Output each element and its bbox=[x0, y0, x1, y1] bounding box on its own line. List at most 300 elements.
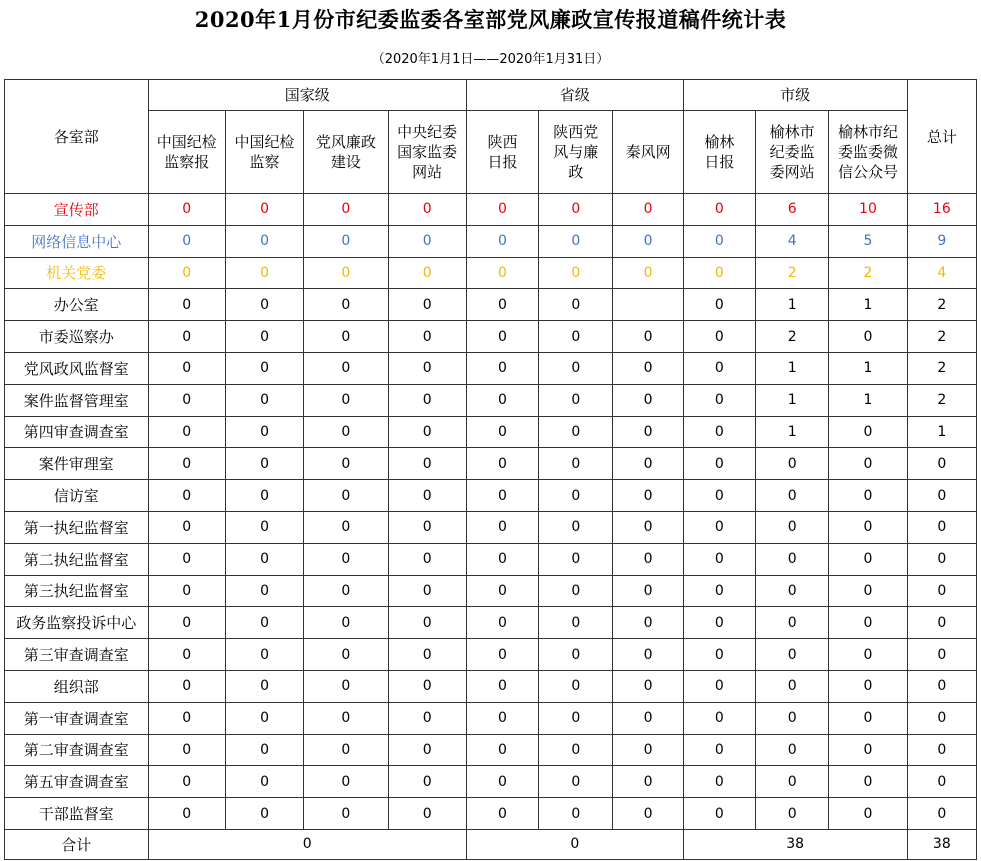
count-cell: 0 bbox=[756, 543, 829, 575]
count-cell: 0 bbox=[148, 543, 225, 575]
row-total-cell: 16 bbox=[907, 194, 976, 226]
count-cell: 0 bbox=[539, 702, 613, 734]
count-cell: 0 bbox=[756, 734, 829, 766]
count-cell: 2 bbox=[756, 257, 829, 289]
column-header-line: 风与廉 bbox=[553, 143, 599, 161]
count-cell: 0 bbox=[829, 639, 907, 671]
column-header-8 bbox=[756, 111, 829, 194]
count-cell: 0 bbox=[148, 734, 225, 766]
count-cell: 0 bbox=[304, 225, 388, 257]
table-row bbox=[5, 321, 977, 353]
count-cell: 0 bbox=[225, 448, 303, 480]
count-cell: 0 bbox=[756, 670, 829, 702]
count-cell: 0 bbox=[225, 575, 303, 607]
table-row bbox=[5, 607, 977, 639]
count-cell: 0 bbox=[613, 639, 683, 671]
column-header-line: 网站 bbox=[412, 163, 443, 181]
count-cell: 0 bbox=[148, 480, 225, 512]
count-cell: 0 bbox=[225, 766, 303, 798]
sum-row bbox=[5, 829, 977, 859]
count-cell: 0 bbox=[148, 766, 225, 798]
count-cell: 0 bbox=[388, 511, 466, 543]
column-header-line: 中国纪检 bbox=[234, 133, 295, 151]
table-row bbox=[5, 352, 977, 384]
count-cell: 0 bbox=[539, 670, 613, 702]
row-total-cell: 2 bbox=[907, 321, 976, 353]
count-cell: 0 bbox=[683, 289, 755, 321]
column-header-line: 日报 bbox=[704, 153, 735, 171]
count-cell: 0 bbox=[148, 384, 225, 416]
count-cell: 0 bbox=[539, 194, 613, 226]
row-total-cell: 0 bbox=[907, 543, 976, 575]
row-total-cell: 0 bbox=[907, 766, 976, 798]
count-cell: 0 bbox=[388, 670, 466, 702]
count-cell: 0 bbox=[148, 225, 225, 257]
group-header-national: 国家级 bbox=[148, 80, 466, 111]
count-cell: 0 bbox=[148, 257, 225, 289]
count-cell: 0 bbox=[466, 257, 538, 289]
table-row bbox=[5, 289, 977, 321]
count-cell: 0 bbox=[829, 480, 907, 512]
table-row bbox=[5, 225, 977, 257]
count-cell: 0 bbox=[613, 511, 683, 543]
count-cell: 0 bbox=[829, 766, 907, 798]
column-header-line: 秦风网 bbox=[625, 143, 671, 161]
count-cell: 0 bbox=[683, 480, 755, 512]
dept-header: 各室部 bbox=[5, 80, 149, 194]
table-row bbox=[5, 702, 977, 734]
dept-name: 干部监督室 bbox=[5, 798, 149, 830]
count-cell: 0 bbox=[756, 511, 829, 543]
group-header-municipal: 市级 bbox=[683, 80, 907, 111]
count-cell: 0 bbox=[613, 257, 683, 289]
row-total-cell: 0 bbox=[907, 575, 976, 607]
dept-name: 办公室 bbox=[5, 289, 149, 321]
count-cell: 0 bbox=[466, 448, 538, 480]
count-cell: 0 bbox=[304, 257, 388, 289]
count-cell: 0 bbox=[466, 543, 538, 575]
column-header-0 bbox=[148, 111, 225, 194]
row-total-cell: 2 bbox=[907, 352, 976, 384]
count-cell: 0 bbox=[466, 352, 538, 384]
count-cell: 0 bbox=[388, 607, 466, 639]
count-cell: 0 bbox=[225, 352, 303, 384]
count-cell: 0 bbox=[466, 384, 538, 416]
count-cell: 0 bbox=[225, 289, 303, 321]
table-row bbox=[5, 194, 977, 226]
sum-provincial: 0 bbox=[466, 829, 683, 859]
count-cell: 0 bbox=[304, 639, 388, 671]
column-header-line: 纪委监 bbox=[769, 143, 815, 161]
count-cell: 0 bbox=[613, 194, 683, 226]
count-cell: 6 bbox=[756, 194, 829, 226]
sum-total: 38 bbox=[907, 829, 976, 859]
count-cell: 0 bbox=[148, 448, 225, 480]
count-cell: 0 bbox=[539, 734, 613, 766]
column-header-line: 政 bbox=[568, 163, 584, 181]
count-cell: 1 bbox=[829, 352, 907, 384]
column-header-line: 榆林 bbox=[704, 133, 735, 151]
count-cell: 0 bbox=[388, 194, 466, 226]
count-cell: 0 bbox=[539, 352, 613, 384]
row-total-cell: 9 bbox=[907, 225, 976, 257]
count-cell: 0 bbox=[225, 321, 303, 353]
count-cell: 0 bbox=[683, 607, 755, 639]
table-row bbox=[5, 384, 977, 416]
count-cell: 0 bbox=[829, 702, 907, 734]
column-header-line: 监察 bbox=[249, 153, 280, 171]
dept-name: 第一执纪监督室 bbox=[5, 511, 149, 543]
column-header-7 bbox=[683, 111, 755, 194]
count-cell: 0 bbox=[388, 766, 466, 798]
count-cell: 2 bbox=[829, 257, 907, 289]
dept-name: 案件审理室 bbox=[5, 448, 149, 480]
row-total-cell: 0 bbox=[907, 639, 976, 671]
count-cell: 0 bbox=[613, 352, 683, 384]
sum-municipal: 38 bbox=[683, 829, 907, 859]
count-cell: 0 bbox=[148, 289, 225, 321]
column-header-line: 陕西党 bbox=[553, 123, 599, 141]
dept-name: 政务监察投诉中心 bbox=[5, 607, 149, 639]
count-cell: 0 bbox=[388, 321, 466, 353]
count-cell: 0 bbox=[225, 798, 303, 830]
count-cell: 1 bbox=[756, 416, 829, 448]
table-row bbox=[5, 480, 977, 512]
count-cell: 0 bbox=[466, 194, 538, 226]
count-cell: 0 bbox=[148, 702, 225, 734]
count-cell: 0 bbox=[148, 194, 225, 226]
column-header-line: 委网站 bbox=[769, 163, 815, 181]
count-cell: 0 bbox=[613, 448, 683, 480]
column-header-line: 信公众号 bbox=[837, 163, 898, 181]
count-cell: 0 bbox=[539, 384, 613, 416]
count-cell: 0 bbox=[304, 480, 388, 512]
count-cell: 0 bbox=[683, 702, 755, 734]
count-cell: 0 bbox=[539, 766, 613, 798]
count-cell: 0 bbox=[225, 225, 303, 257]
count-cell: 0 bbox=[225, 702, 303, 734]
count-cell: 0 bbox=[756, 575, 829, 607]
count-cell: 0 bbox=[388, 289, 466, 321]
count-cell: 0 bbox=[388, 734, 466, 766]
dept-name: 第二执纪监督室 bbox=[5, 543, 149, 575]
count-cell: 0 bbox=[304, 734, 388, 766]
count-cell: 0 bbox=[683, 321, 755, 353]
count-cell: 1 bbox=[756, 352, 829, 384]
sum-national: 0 bbox=[148, 829, 466, 859]
dept-name: 组织部 bbox=[5, 670, 149, 702]
count-cell: 0 bbox=[683, 766, 755, 798]
count-cell: 0 bbox=[829, 321, 907, 353]
count-cell: 0 bbox=[539, 225, 613, 257]
count-cell: 0 bbox=[388, 384, 466, 416]
count-cell: 0 bbox=[388, 798, 466, 830]
row-total-cell: 0 bbox=[907, 734, 976, 766]
dept-name: 案件监督管理室 bbox=[5, 384, 149, 416]
count-cell: 0 bbox=[148, 511, 225, 543]
count-cell: 0 bbox=[539, 511, 613, 543]
count-cell: 0 bbox=[829, 670, 907, 702]
count-cell: 0 bbox=[304, 670, 388, 702]
count-cell: 0 bbox=[756, 448, 829, 480]
column-header-line: 国家监委 bbox=[397, 143, 458, 161]
count-cell: 0 bbox=[225, 670, 303, 702]
count-cell: 0 bbox=[466, 639, 538, 671]
count-cell: 0 bbox=[388, 575, 466, 607]
count-cell: 0 bbox=[829, 734, 907, 766]
count-cell: 0 bbox=[388, 352, 466, 384]
count-cell: 0 bbox=[304, 416, 388, 448]
count-cell: 0 bbox=[388, 225, 466, 257]
count-cell: 0 bbox=[539, 575, 613, 607]
count-cell: 0 bbox=[388, 543, 466, 575]
count-cell: 0 bbox=[225, 511, 303, 543]
count-cell: 0 bbox=[225, 734, 303, 766]
column-header-9 bbox=[829, 111, 907, 194]
count-cell: 0 bbox=[466, 734, 538, 766]
dept-name: 党风政风监督室 bbox=[5, 352, 149, 384]
count-cell: 0 bbox=[466, 225, 538, 257]
count-cell: 0 bbox=[148, 670, 225, 702]
count-cell: 0 bbox=[304, 321, 388, 353]
table-row bbox=[5, 734, 977, 766]
row-total-cell: 4 bbox=[907, 257, 976, 289]
count-cell: 1 bbox=[829, 289, 907, 321]
count-cell: 0 bbox=[466, 416, 538, 448]
column-header-line: 榆林市纪 bbox=[837, 123, 898, 141]
count-cell: 0 bbox=[304, 766, 388, 798]
count-cell: 0 bbox=[829, 543, 907, 575]
count-cell: 0 bbox=[613, 607, 683, 639]
row-total-cell: 0 bbox=[907, 480, 976, 512]
table-row bbox=[5, 798, 977, 830]
row-total-cell: 0 bbox=[907, 670, 976, 702]
column-header-line: 中央纪委 bbox=[397, 123, 458, 141]
count-cell: 0 bbox=[225, 639, 303, 671]
page-title: 2020年1月份市纪委监委各室部党风廉政宣传报道稿件统计表 bbox=[194, 7, 787, 32]
dept-name: 第五审查调查室 bbox=[5, 766, 149, 798]
count-cell: 0 bbox=[388, 639, 466, 671]
count-cell: 0 bbox=[388, 416, 466, 448]
count-cell: 0 bbox=[683, 257, 755, 289]
count-cell: 0 bbox=[613, 575, 683, 607]
count-cell: 0 bbox=[756, 702, 829, 734]
count-cell: 0 bbox=[225, 384, 303, 416]
count-cell: 0 bbox=[613, 734, 683, 766]
column-header-line: 陕西 bbox=[487, 133, 518, 151]
count-cell: 0 bbox=[683, 448, 755, 480]
header-group-row bbox=[5, 80, 977, 111]
count-cell: 0 bbox=[539, 480, 613, 512]
count-cell: 0 bbox=[466, 289, 538, 321]
count-cell bbox=[613, 289, 683, 321]
count-cell: 0 bbox=[613, 225, 683, 257]
count-cell: 0 bbox=[613, 480, 683, 512]
row-total-cell: 1 bbox=[907, 416, 976, 448]
count-cell: 0 bbox=[304, 798, 388, 830]
count-cell: 0 bbox=[225, 607, 303, 639]
count-cell: 0 bbox=[829, 511, 907, 543]
group-header-provincial: 省级 bbox=[466, 80, 683, 111]
column-header-line: 建设 bbox=[330, 153, 361, 171]
count-cell: 0 bbox=[466, 798, 538, 830]
count-cell: 0 bbox=[613, 416, 683, 448]
count-cell: 0 bbox=[148, 352, 225, 384]
table-row bbox=[5, 257, 977, 289]
count-cell: 0 bbox=[388, 257, 466, 289]
count-cell: 0 bbox=[539, 543, 613, 575]
column-header-2 bbox=[304, 111, 388, 194]
count-cell: 0 bbox=[388, 448, 466, 480]
count-cell: 0 bbox=[539, 607, 613, 639]
count-cell: 0 bbox=[683, 734, 755, 766]
count-cell: 0 bbox=[613, 321, 683, 353]
count-cell: 0 bbox=[304, 702, 388, 734]
count-cell: 0 bbox=[683, 416, 755, 448]
count-cell: 0 bbox=[539, 639, 613, 671]
table-row bbox=[5, 416, 977, 448]
count-cell: 0 bbox=[756, 607, 829, 639]
count-cell: 0 bbox=[683, 384, 755, 416]
row-total-cell: 2 bbox=[907, 384, 976, 416]
count-cell: 0 bbox=[304, 384, 388, 416]
dept-name: 第一审查调查室 bbox=[5, 702, 149, 734]
count-cell: 0 bbox=[613, 798, 683, 830]
table-row bbox=[5, 575, 977, 607]
row-total-cell: 0 bbox=[907, 607, 976, 639]
count-cell: 0 bbox=[225, 416, 303, 448]
count-cell: 0 bbox=[683, 194, 755, 226]
count-cell: 0 bbox=[829, 448, 907, 480]
count-cell: 0 bbox=[388, 702, 466, 734]
count-cell: 0 bbox=[304, 194, 388, 226]
count-cell: 2 bbox=[756, 321, 829, 353]
count-cell: 0 bbox=[539, 448, 613, 480]
count-cell: 0 bbox=[756, 766, 829, 798]
dept-name: 第三审查调查室 bbox=[5, 639, 149, 671]
count-cell: 0 bbox=[466, 702, 538, 734]
count-cell: 0 bbox=[225, 194, 303, 226]
count-cell: 0 bbox=[304, 511, 388, 543]
count-cell: 0 bbox=[829, 416, 907, 448]
table-row bbox=[5, 448, 977, 480]
count-cell: 0 bbox=[225, 480, 303, 512]
count-cell: 0 bbox=[539, 321, 613, 353]
count-cell: 0 bbox=[613, 670, 683, 702]
column-header-line: 榆林市 bbox=[769, 123, 815, 141]
count-cell: 1 bbox=[756, 289, 829, 321]
count-cell: 0 bbox=[683, 575, 755, 607]
count-cell: 0 bbox=[683, 543, 755, 575]
count-cell: 0 bbox=[304, 352, 388, 384]
column-header-3 bbox=[388, 111, 466, 194]
column-header-line: 党风廉政 bbox=[315, 133, 376, 151]
count-cell: 0 bbox=[148, 575, 225, 607]
count-cell: 0 bbox=[613, 702, 683, 734]
count-cell: 0 bbox=[304, 289, 388, 321]
count-cell: 0 bbox=[539, 257, 613, 289]
dept-name: 第二审查调查室 bbox=[5, 734, 149, 766]
count-cell: 0 bbox=[683, 352, 755, 384]
count-cell: 1 bbox=[829, 384, 907, 416]
count-cell: 0 bbox=[148, 321, 225, 353]
dept-name: 机关党委 bbox=[5, 257, 149, 289]
statistics-table bbox=[4, 79, 977, 860]
column-header-line: 日报 bbox=[487, 153, 518, 171]
header-column-row bbox=[5, 111, 977, 194]
row-total-cell: 0 bbox=[907, 511, 976, 543]
count-cell: 10 bbox=[829, 194, 907, 226]
count-cell: 0 bbox=[225, 257, 303, 289]
count-cell: 0 bbox=[613, 766, 683, 798]
column-header-6 bbox=[613, 111, 683, 194]
row-total-cell: 0 bbox=[907, 798, 976, 830]
count-cell: 0 bbox=[148, 639, 225, 671]
count-cell: 0 bbox=[388, 480, 466, 512]
count-cell: 0 bbox=[756, 480, 829, 512]
count-cell: 0 bbox=[148, 607, 225, 639]
count-cell: 0 bbox=[756, 639, 829, 671]
row-total-cell: 0 bbox=[907, 448, 976, 480]
row-total-cell: 2 bbox=[907, 289, 976, 321]
count-cell: 0 bbox=[829, 575, 907, 607]
count-cell: 0 bbox=[756, 798, 829, 830]
count-cell: 0 bbox=[539, 416, 613, 448]
count-cell: 0 bbox=[539, 798, 613, 830]
count-cell: 0 bbox=[829, 798, 907, 830]
count-cell: 0 bbox=[148, 416, 225, 448]
count-cell: 0 bbox=[829, 607, 907, 639]
table-body bbox=[5, 194, 977, 830]
dept-name: 第四审查调查室 bbox=[5, 416, 149, 448]
count-cell: 0 bbox=[466, 670, 538, 702]
count-cell: 0 bbox=[613, 384, 683, 416]
table-row bbox=[5, 766, 977, 798]
dept-name: 市委巡察办 bbox=[5, 321, 149, 353]
count-cell: 0 bbox=[304, 448, 388, 480]
count-cell: 0 bbox=[683, 798, 755, 830]
count-cell: 0 bbox=[148, 798, 225, 830]
column-header-line: 监察报 bbox=[164, 153, 210, 171]
count-cell: 0 bbox=[683, 511, 755, 543]
dept-name: 网络信息中心 bbox=[5, 225, 149, 257]
count-cell: 0 bbox=[683, 639, 755, 671]
count-cell: 1 bbox=[756, 384, 829, 416]
count-cell: 0 bbox=[304, 575, 388, 607]
count-cell: 0 bbox=[466, 575, 538, 607]
table-row bbox=[5, 639, 977, 671]
count-cell: 4 bbox=[756, 225, 829, 257]
count-cell: 0 bbox=[225, 543, 303, 575]
column-header-line: 委监委微 bbox=[837, 143, 898, 161]
date-range-subtitle: （2020年1月1日——2020年1月31日） bbox=[371, 52, 610, 67]
count-cell: 0 bbox=[613, 543, 683, 575]
column-header-4 bbox=[466, 111, 538, 194]
dept-name: 宣传部 bbox=[5, 194, 149, 226]
column-header-1 bbox=[225, 111, 303, 194]
table-row bbox=[5, 543, 977, 575]
dept-name: 信访室 bbox=[5, 480, 149, 512]
count-cell: 0 bbox=[539, 289, 613, 321]
count-cell: 5 bbox=[829, 225, 907, 257]
count-cell: 0 bbox=[466, 511, 538, 543]
count-cell: 0 bbox=[466, 607, 538, 639]
count-cell: 0 bbox=[683, 225, 755, 257]
table-row bbox=[5, 511, 977, 543]
count-cell: 0 bbox=[683, 670, 755, 702]
count-cell: 0 bbox=[466, 480, 538, 512]
count-cell: 0 bbox=[466, 766, 538, 798]
